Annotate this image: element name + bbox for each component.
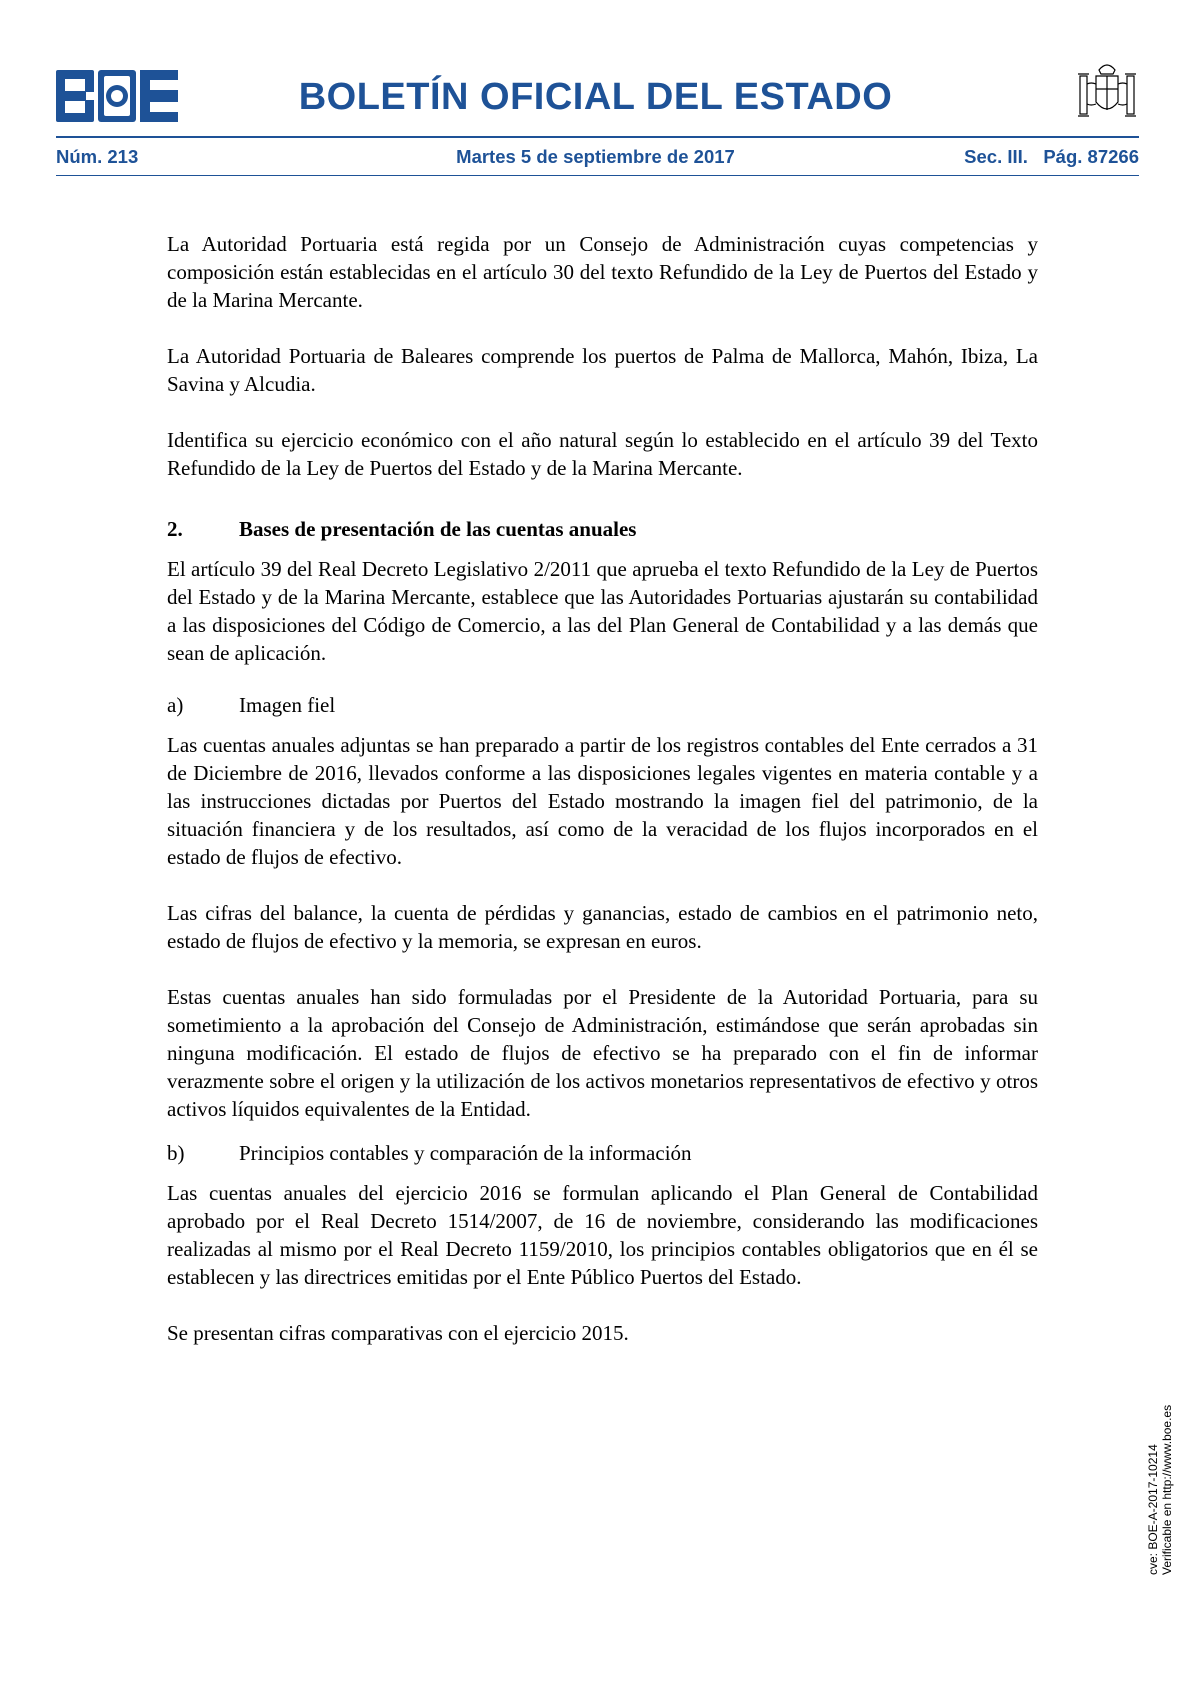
paragraph: Las cifras del balance, la cuenta de pérdidas y ganancias, estado de cambios en el patrimonio neto, estado de flujos de efectivo y la memoria, se expresan en euros.: [167, 901, 1038, 953]
paragraph: Estas cuentas anuales han sido formuladas por el Presidente de la Autoridad Portuaria, para su sometimiento a la aprobación del Consejo de Administración, estimándose que serán aprobadas sin ninguna modificación. El estado de flujos de efectivo se ha preparado con el fin de informar verazmente sobre el origen y la utilización de los activos monetarios representativos de efectivo y otros activos líquidos equivalentes de la Entidad.: [167, 985, 1038, 1121]
section-heading: [167, 515, 1038, 543]
paragraph: Las cuentas anuales adjuntas se han preparado a partir de los registros contables del Ente cerrados a 31 de Diciembre de 2016, llevados conforme a las disposiciones legales vigentes en materia contable y a las instrucciones dictadas por Puertos del Estado mostrando la imagen fiel del patrimonio, de la situación financiera y de los resultados, así como de la veracidad de los flujos incorporados en el estado de flujos de efectivo.: [167, 733, 1038, 869]
cve-code: cve: BOE-A-2017-10214: [1146, 1444, 1160, 1575]
header-rule-top: [56, 136, 1139, 138]
document-body: [167, 230, 1038, 1375]
issue-number: Núm. 213: [56, 146, 139, 167]
section-number: 2.: [167, 517, 183, 541]
header-rule-bottom: [56, 175, 1139, 176]
section-page: Sec. III. Pág. 87266: [964, 146, 1139, 167]
subsection-letter: b): [167, 1141, 185, 1165]
section-title: Bases de presentación de las cuentas anuales: [239, 517, 637, 541]
subsection-heading: [167, 691, 1038, 719]
paragraph: Se presentan cifras comparativas con el ejercicio 2015.: [167, 1321, 629, 1345]
issue-date: Martes 5 de septiembre de 2017: [456, 146, 735, 167]
subsection-heading: [167, 1139, 1038, 1167]
verify-link[interactable]: Verificable en http://www.boe.es: [1160, 1404, 1174, 1575]
subsection-title: Principios contables y comparación de la información: [239, 1141, 692, 1165]
paragraph: La Autoridad Portuaria de Baleares comprende los puertos de Palma de Mallorca, Mahón, Ibiza, La Savina y Alcudia.: [167, 344, 1038, 396]
verification-note: [1146, 1405, 1174, 1575]
paragraph: El artículo 39 del Real Decreto Legislativo 2/2011 que aprueba el texto Refundido de la Ley de Puertos del Estado y de la Marina Mercante, establece que las Autoridades Portuarias ajustarán su contabilidad a las disposiciones del Código de Comercio, a las del Plan General de Contabilidad y a las demás que sean de aplicación.: [167, 557, 1038, 665]
paragraph: Las cuentas anuales del ejercicio 2016 se formulan aplicando el Plan General de Contabilidad aprobado por el Real Decreto 1514/2007, de 16 de noviembre, considerando las modificaciones realizadas al mismo por el Real Decreto 1159/2010, los principios contables obligatorios que en él se establecen y las directrices emitidas por el Ente Público Puertos del Estado.: [167, 1181, 1038, 1289]
paragraph: Identifica su ejercicio económico con el año natural según lo establecido en el artículo 39 del Texto Refundido de la Ley de Puertos del Estado y de la Marina Mercante.: [167, 428, 1038, 480]
subsection-letter: a): [167, 693, 184, 717]
subsection-title: Imagen fiel: [239, 693, 336, 717]
page-title: BOLETÍN OFICIAL DEL ESTADO: [298, 76, 893, 118]
paragraph: La Autoridad Portuaria está regida por un Consejo de Administración cuyas competencias y composición están establecidas en el artículo 30 del texto Refundido de la Ley de Puertos del Estado y de la Marina Mercante.: [167, 232, 1038, 312]
